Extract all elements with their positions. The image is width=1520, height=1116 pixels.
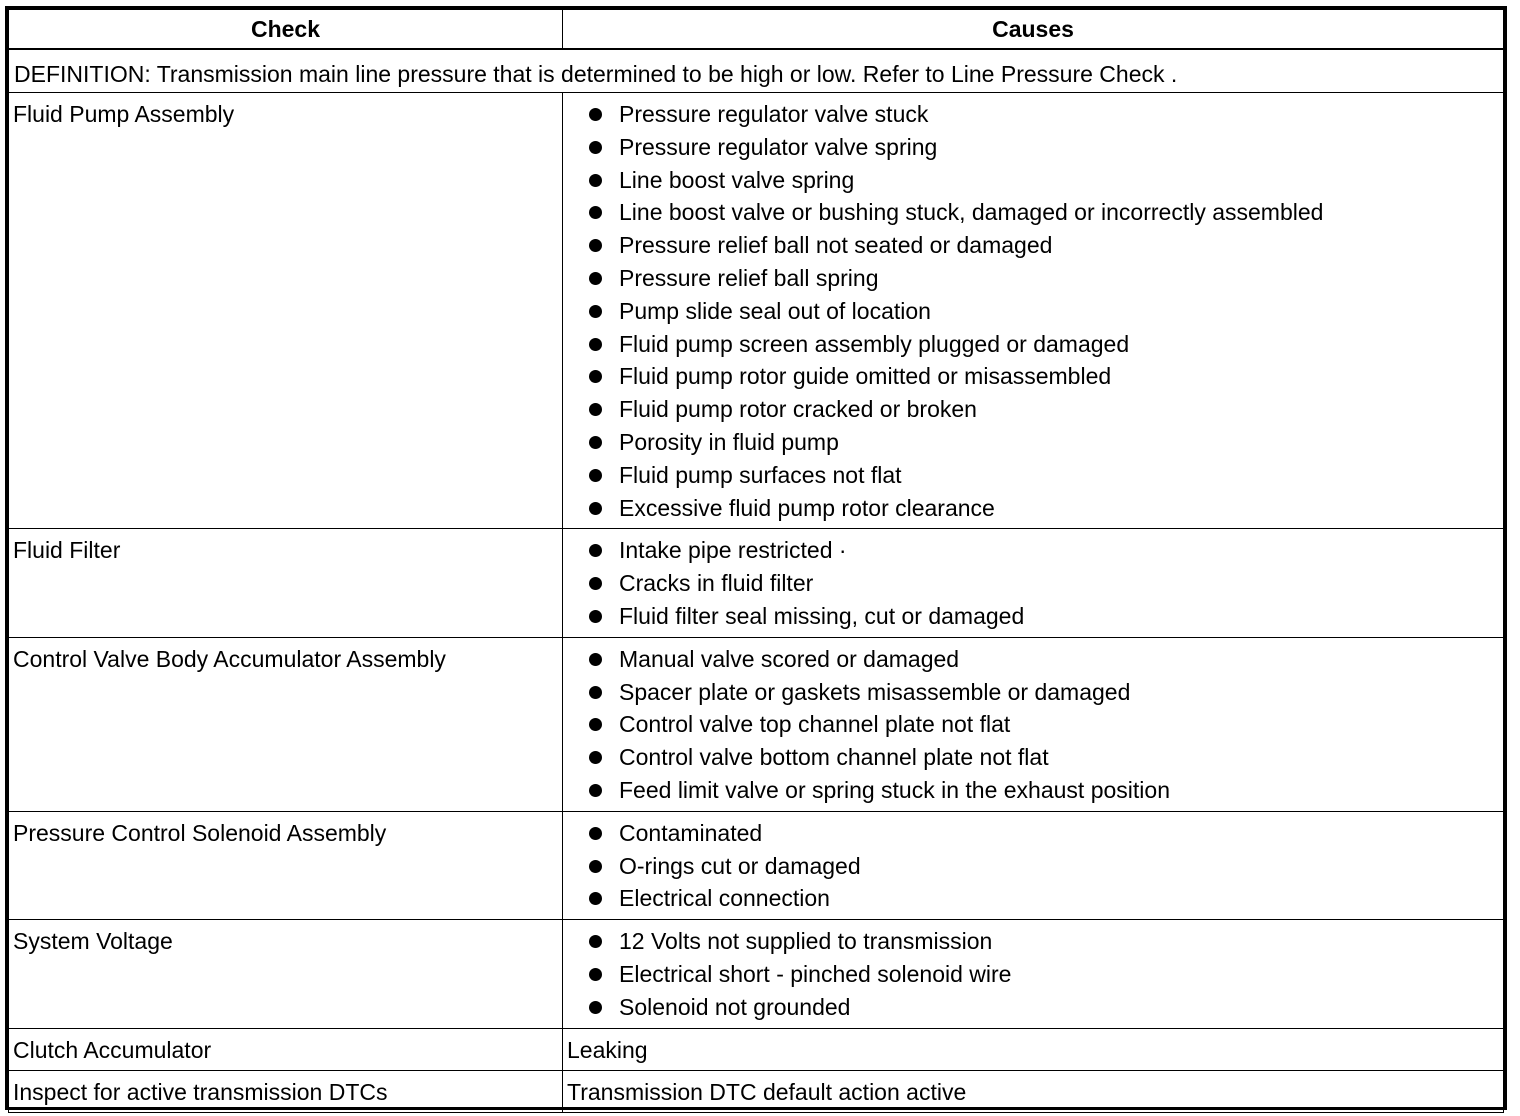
check-cell: Control Valve Body Accumulator Assembly: [9, 637, 563, 811]
line-pressure-table: [8, 9, 1504, 1113]
table-row: [9, 1028, 1504, 1070]
definition-row: [9, 49, 1504, 93]
cause-item: Fluid pump rotor guide omitted or misassembled: [567, 360, 1498, 393]
cause-item: Electrical short - pinched solenoid wire: [567, 958, 1498, 991]
cause-item: Electrical connection: [567, 882, 1498, 915]
header-row: [9, 10, 1504, 50]
cause-item: Fluid pump screen assembly plugged or damaged: [567, 328, 1498, 361]
cause-item: Line boost valve spring: [567, 164, 1498, 197]
causes-cell: [563, 637, 1504, 811]
cause-item: Fluid pump rotor cracked or broken: [567, 393, 1498, 426]
causes-cell: [563, 529, 1504, 637]
cause-item: Excessive fluid pump rotor clearance: [567, 492, 1498, 525]
cause-item: Porosity in fluid pump: [567, 426, 1498, 459]
cause-item: Line boost valve or bushing stuck, damaged or incorrectly assembled: [567, 196, 1498, 229]
causes-list: [567, 643, 1498, 807]
check-cell: Fluid Filter: [9, 529, 563, 637]
cause-item: Feed limit valve or spring stuck in the exhaust position: [567, 774, 1498, 807]
table-row: [9, 529, 1504, 637]
causes-cell: [563, 811, 1504, 919]
causes-list: [567, 98, 1498, 524]
causes-list: [567, 925, 1498, 1023]
cause-item: Solenoid not grounded: [567, 991, 1498, 1024]
cause-item: Pressure regulator valve stuck: [567, 98, 1498, 131]
causes-cell: [563, 93, 1504, 529]
cause-cell: Transmission DTC default action active: [563, 1070, 1504, 1112]
cause-item: Cracks in fluid filter: [567, 567, 1498, 600]
table-row: [9, 811, 1504, 919]
cause-item: Spacer plate or gaskets misassemble or damaged: [567, 676, 1498, 709]
cause-item: 12 Volts not supplied to transmission: [567, 925, 1498, 958]
cause-cell: Leaking: [563, 1028, 1504, 1070]
check-cell: System Voltage: [9, 920, 563, 1028]
table-row: [9, 920, 1504, 1028]
cause-item: Manual valve scored or damaged: [567, 643, 1498, 676]
cause-item: Contaminated: [567, 817, 1498, 850]
cause-item: Pump slide seal out of location: [567, 295, 1498, 328]
causes-list: [567, 817, 1498, 915]
cause-item: Pressure relief ball not seated or damaged: [567, 229, 1498, 262]
cause-item: Fluid filter seal missing, cut or damaged: [567, 600, 1498, 633]
causes-list: [567, 534, 1498, 632]
cause-item: Control valve top channel plate not flat: [567, 708, 1498, 741]
check-cell: Fluid Pump Assembly: [9, 93, 563, 529]
cause-item: Fluid pump surfaces not flat: [567, 459, 1498, 492]
causes-cell: [563, 920, 1504, 1028]
cause-item: Pressure relief ball spring: [567, 262, 1498, 295]
table-row: [9, 1070, 1504, 1112]
cause-item: Intake pipe restricted ·: [567, 534, 1498, 567]
check-column-header: Check: [9, 10, 563, 50]
check-cell: Inspect for active transmission DTCs: [9, 1070, 563, 1112]
definition-text: DEFINITION: Transmission main line pressure that is determined to be high or low. Refer to Line Pressure Check .: [9, 49, 1504, 93]
cause-item: Pressure regulator valve spring: [567, 131, 1498, 164]
table-row: [9, 637, 1504, 811]
causes-column-header: Causes: [563, 10, 1504, 50]
cause-item: O-rings cut or damaged: [567, 850, 1498, 883]
table-row: [9, 93, 1504, 529]
cause-item: Control valve bottom channel plate not flat: [567, 741, 1498, 774]
check-cell: Pressure Control Solenoid Assembly: [9, 811, 563, 919]
check-cell: Clutch Accumulator: [9, 1028, 563, 1070]
diagnostic-table: [5, 6, 1507, 1110]
